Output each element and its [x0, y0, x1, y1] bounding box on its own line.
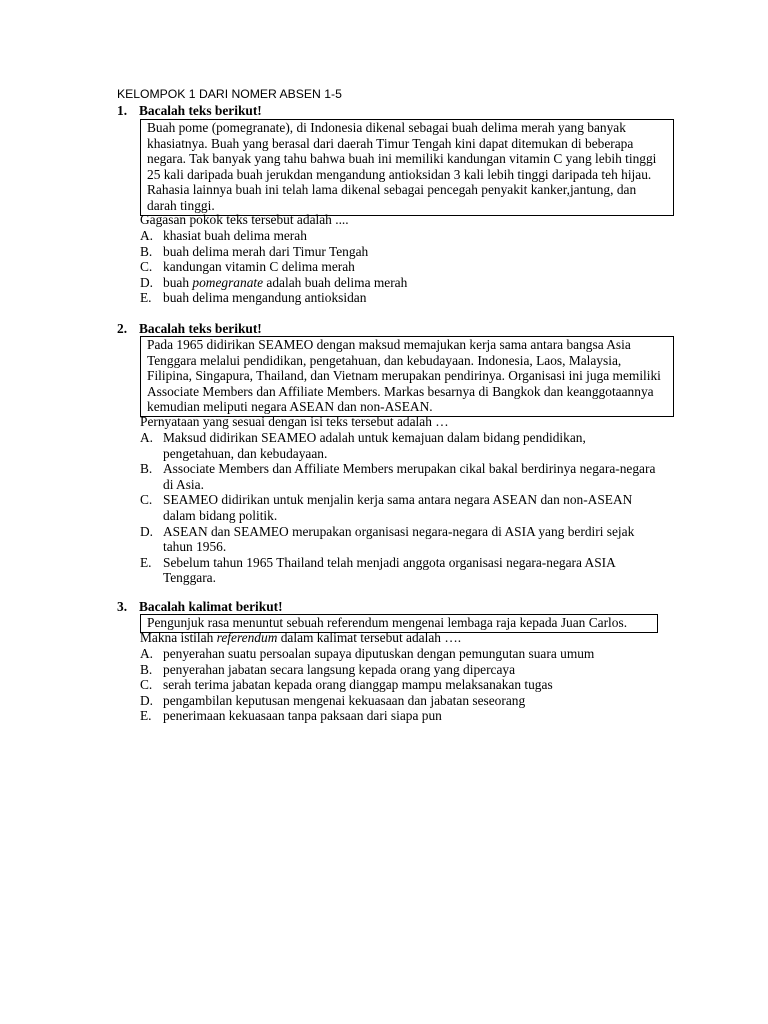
option-c[interactable]	[140, 677, 660, 693]
option-label: A.	[140, 228, 154, 243]
question-2-passage	[140, 336, 674, 417]
option-a[interactable]	[140, 430, 660, 461]
question-number: 2.	[117, 321, 128, 336]
option-a[interactable]	[140, 228, 660, 244]
option-d[interactable]	[140, 275, 660, 291]
option-text: penyerahan suatu persoalan supaya diputuskan dengan pemungutan suara umum	[163, 646, 595, 661]
option-text: kandungan vitamin C delima merah	[163, 259, 355, 275]
option-text: penerimaan kekuasaan tanpa paksaan dari siapa pun	[163, 708, 442, 724]
question-3-options	[140, 646, 660, 724]
prompt-pre: Makna istilah	[140, 630, 217, 645]
option-label: C.	[140, 677, 153, 693]
option-label: B.	[140, 243, 153, 259]
option-text: ASEAN dan SEAMEO merupakan organisasi negara-negara di ASIA yang berdiri sejak tahun 1956.	[163, 523, 635, 555]
option-e[interactable]	[140, 555, 660, 586]
option-c[interactable]	[140, 492, 660, 523]
question-2-heading	[117, 321, 262, 337]
option-text: buah delima merah dari Timur Tengah	[163, 243, 369, 259]
question-number: 1.	[117, 103, 128, 118]
option-text: Sebelum tahun 1965 Thailand telah menjadi anggota organisasi negara-negara ASIA Tenggara.	[163, 554, 616, 586]
option-text: penyerahan jabatan secara langsung kepada orang yang dipercaya	[163, 661, 516, 677]
option-label: D.	[140, 692, 154, 708]
option-e[interactable]	[140, 290, 660, 306]
option-label: D.	[140, 274, 154, 290]
option-text: buah delima mengandung antioksidan	[163, 290, 367, 306]
option-text: Associate Members dan Affiliate Members merupakan cikal bakal berdirinya negara-negara di Asia.	[163, 461, 656, 492]
passage-text: Buah pome (pomegranate), di Indonesia dikenal sebagai buah delima merah yang banyak khasiatnya. Buah yang berasal dari daerah Timur Tengah kini dapat ditemukan di beberapa negara. Tak banyak yang tahu bahwa buah ini memiliki kandungan vitamin C yang lebih tinggi 25 kali daripada buah jerukdan mengandung antioksidan 3 kali lebih tinggi daripada teh hijau. Rahasia lainnya buah ini telah lama dikenal sebagai pencegah penyakit kanker,jantung, dan darah tinggi.	[147, 120, 657, 213]
question-instruction: Bacalah kalimat berikut!	[139, 599, 283, 614]
option-label: E.	[140, 290, 152, 306]
option-b[interactable]	[140, 244, 660, 260]
option-label: C.	[140, 492, 153, 508]
prompt-post: dalam kalimat tersebut adalah ….	[277, 630, 462, 645]
question-instruction: Bacalah teks berikut!	[139, 321, 262, 336]
question-1-passage	[140, 119, 674, 216]
question-3-heading	[117, 599, 283, 615]
option-text: Maksud didirikan SEAMEO adalah untuk kemajuan dalam bidang pendidikan, pengetahuan, dan kebudayaan.	[163, 430, 586, 461]
passage-text: Pada 1965 didirikan SEAMEO dengan maksud memajukan kerja sama antara bangsa Asia Tenggara melalui pendidikan, pengetahuan, dan kebudayaan. Indonesia, Laos, Malaysia, Filipina, Singapura, Thailand, dan Vietnam merupakan pendirinya. Organisasi ini juga memiliki Associate Members dan Affiliate Members. Markas besarnya di Bangkok dan keanggotaannya kemudian meliputi negara ASEAN dan non-ASEAN.	[147, 337, 661, 415]
option-label: E.	[140, 708, 152, 724]
option-text: SEAMEO didirikan untuk menjalin kerja sama antara negara ASEAN dan non-ASEAN dalam bidang politik.	[163, 492, 633, 523]
option-text-italic: pomegranate	[192, 274, 264, 290]
question-2-options	[140, 430, 660, 586]
question-1-options	[140, 228, 660, 306]
option-text: khasiat buah delima merah	[163, 228, 307, 243]
question-instruction: Bacalah teks berikut!	[139, 103, 262, 118]
option-text	[163, 275, 660, 291]
option-label: C.	[140, 259, 153, 275]
prompt-italic: referendum	[216, 630, 278, 645]
option-text-post: adalah buah delima merah	[263, 274, 408, 290]
option-label: E.	[140, 554, 152, 570]
option-d[interactable]	[140, 524, 660, 555]
option-label: B.	[140, 461, 153, 477]
question-1-prompt: Gagasan pokok teks tersebut adalah ....	[140, 212, 349, 227]
option-label: A.	[140, 646, 154, 661]
option-text-pre: buah	[163, 274, 193, 290]
option-b[interactable]	[140, 461, 660, 492]
option-text: serah terima jabatan kepada orang dianggap mampu melaksanakan tugas	[163, 677, 553, 693]
question-3-prompt	[140, 630, 461, 646]
option-label: B.	[140, 661, 153, 677]
option-d[interactable]	[140, 693, 660, 709]
option-c[interactable]	[140, 259, 660, 275]
page-title: KELOMPOK 1 DARI NOMER ABSEN 1-5	[117, 87, 342, 101]
option-label: D.	[140, 523, 154, 539]
option-e[interactable]	[140, 708, 660, 724]
passage-text: Pengunjuk rasa menuntut sebuah referendum mengenai lembaga raja kepada Juan Carlos.	[147, 615, 628, 630]
option-label: A.	[140, 430, 154, 445]
question-1-heading	[117, 103, 262, 119]
option-text: pengambilan keputusan mengenai kekuasaan dan jabatan seseorang	[163, 692, 526, 708]
question-number: 3.	[117, 599, 128, 614]
option-b[interactable]	[140, 662, 660, 678]
option-a[interactable]	[140, 646, 660, 662]
question-2-prompt: Pernyataan yang sesuai dengan isi teks tersebut adalah …	[140, 414, 449, 429]
